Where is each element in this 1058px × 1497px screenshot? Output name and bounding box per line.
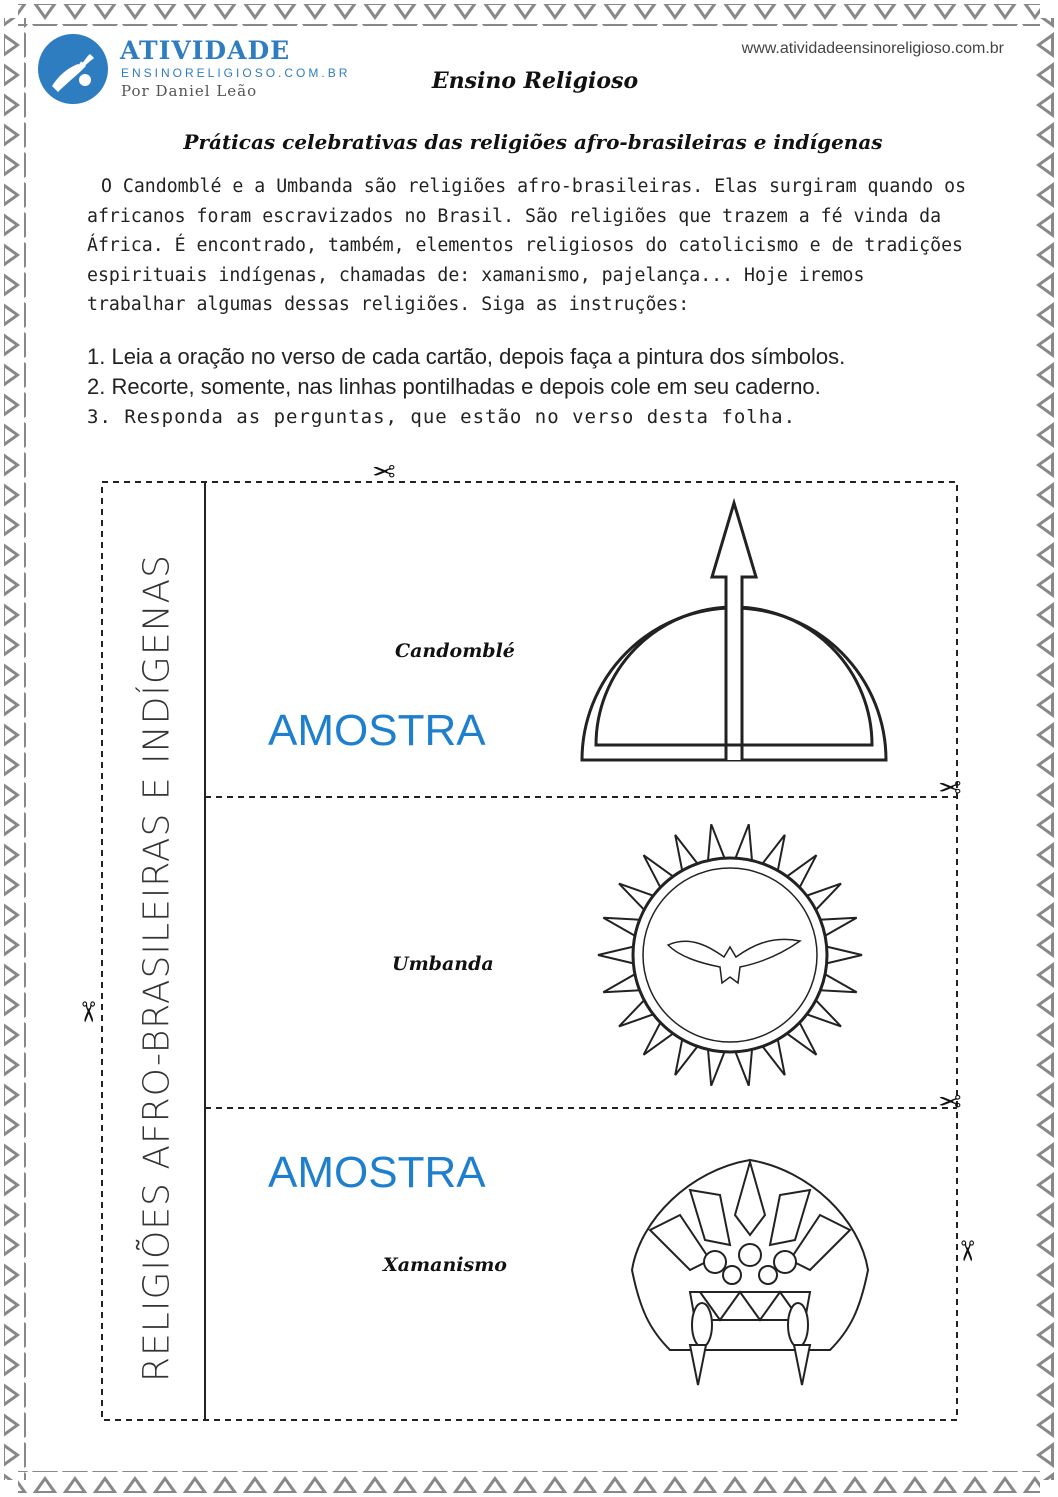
scissors-icon: ✂ bbox=[950, 1239, 984, 1263]
logo-author: Por Daniel Leão bbox=[121, 82, 258, 100]
sun-ray bbox=[826, 946, 862, 963]
sun-ray bbox=[708, 824, 725, 861]
sun-ray bbox=[735, 1048, 752, 1085]
instruction-2: 2. Recorte, somente, nas linhas pontilhadas e depois cole em seu caderno. bbox=[87, 374, 821, 399]
website-url[interactable]: www.atividadeensinoreligioso.com.br bbox=[741, 40, 1004, 57]
sun-with-dove-icon bbox=[598, 824, 862, 1085]
watermark: AMOSTRA bbox=[268, 706, 486, 755]
logo-subtitle: ENSINORELIGIOSO.COM.BR bbox=[121, 66, 351, 80]
card-name-candomble: Candomblé bbox=[395, 640, 515, 662]
instruction-3: 3. Responda as perguntas, que estão no verso desta folha. bbox=[87, 406, 797, 428]
subject-heading: Ensino Religioso bbox=[431, 68, 639, 94]
instruction-1: 1. Leia a oração no verso de cada cartão, depois faça a pintura dos símbolos. bbox=[87, 344, 846, 369]
logo-title: ATIVIDADE bbox=[120, 36, 291, 65]
bow-and-arrow-icon bbox=[582, 503, 886, 760]
intro-paragraph: O Candomblé e a Umbanda são religiões afro-brasileiras. Elas surgiram quando os africanos foram escravizados no Brasil. São religiões que trazem a fé vinda da África. É encontrado, também, elementos religiosos do catolicismo e de tradições espirituais indígenas, chamadas de: xamanismo, pajelança... Hoje iremos trabalhar algumas dessas religiões. Siga as instruções: bbox=[87, 176, 967, 315]
scissors-icon: ✂ bbox=[372, 454, 396, 487]
card-name-xamanismo: Xamanismo bbox=[383, 1254, 507, 1276]
scissors-icon: ✂ bbox=[71, 1000, 105, 1024]
page-title: Práticas celebrativas das religiões afro-brasileiras e indígenas bbox=[183, 130, 883, 154]
sun-ray bbox=[735, 824, 752, 861]
feather-headdress-icon bbox=[632, 1160, 868, 1385]
sun-ray bbox=[598, 946, 634, 963]
side-label: RELIGIÕES AFRO-BRASILEIRAS E INDÍGENAS bbox=[136, 554, 178, 1382]
scissors-icon: ✂ bbox=[938, 1084, 962, 1117]
watermark: AMOSTRA bbox=[268, 1148, 486, 1197]
scissors-icon: ✂ bbox=[938, 770, 962, 803]
card-name-umbanda: Umbanda bbox=[392, 953, 494, 975]
sun-ray bbox=[708, 1048, 725, 1085]
